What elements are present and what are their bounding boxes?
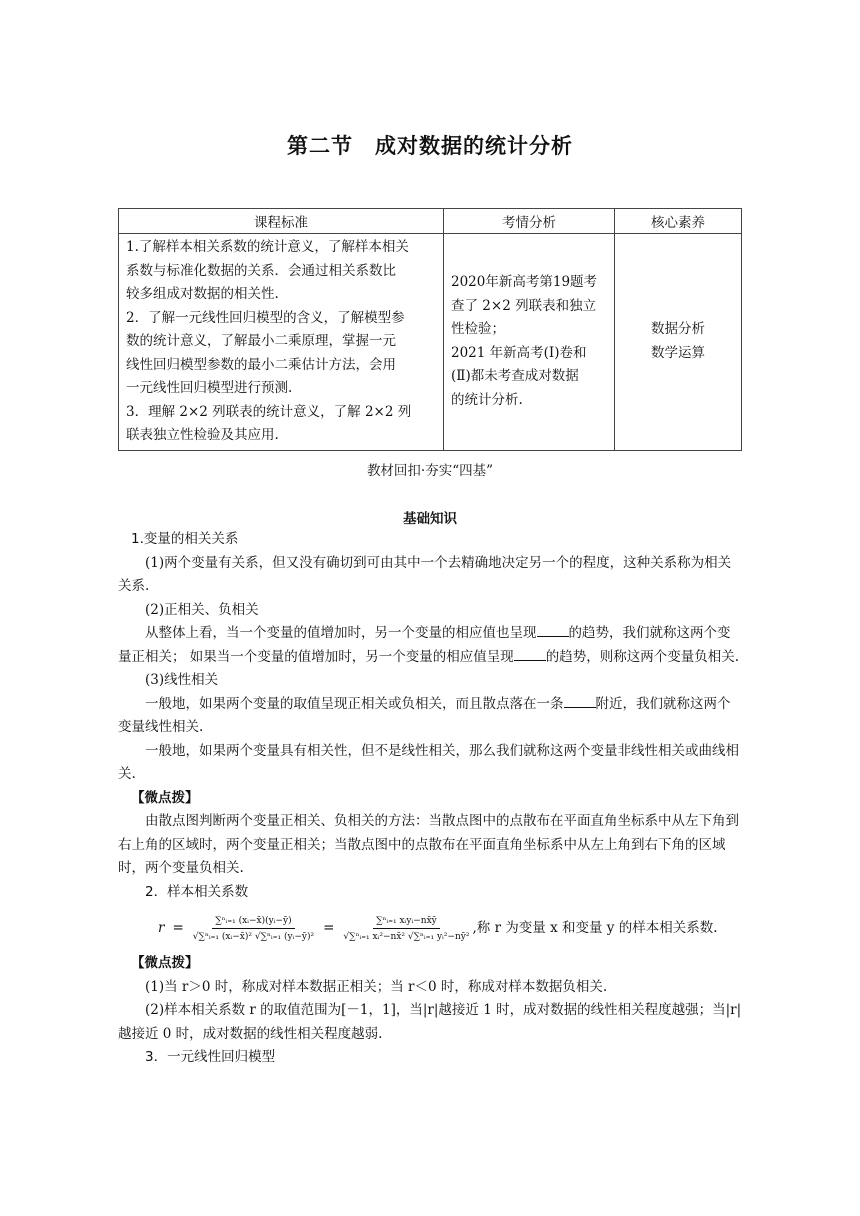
content-body — [118, 528, 742, 1070]
tip-text-2: (2)样本相关系数 r 的取值范围为[－1，1]，当|r|越接近 1 时，成对数据的线性相关程度越强；当|r|越接近 0 时，成对数据的线性相关程度越弱. — [118, 1002, 742, 1042]
analysis-line: 的统计分析. — [451, 391, 523, 408]
header-literacy: 核心素养 — [615, 209, 742, 234]
header-standard: 课程标准 — [119, 209, 444, 234]
tip-text: 由散点图判断两个变量正相关、负相关的方法：当散点图中的点散布在平面直角坐标系中从左下角到右上角的区域时，两个变量正相关；当散点图中的点散布在平面直角坐标系中从左上角到右下角的区域时，两个变量负相关. — [118, 813, 739, 876]
standard-line: 联表独立性检验及其应用. — [126, 427, 279, 443]
standard-line: 3．理解 2×2 列联表的统计意义，了解 2×2 列 — [126, 403, 412, 420]
s1-paragraph-1: (1)两个变量有关系，但又没有确切到可由其中一个去精确地决定另一个的程度，这种关系称为相关关系. — [118, 554, 732, 594]
page-title: 第二节 成对数据的统计分析 — [287, 134, 573, 158]
tip-label: 【微点拨】 — [131, 789, 199, 806]
s3-heading: 3．一元线性回归模型 — [145, 1049, 276, 1065]
analysis-line: 2021 年新高考(Ⅰ)卷和 — [451, 344, 587, 361]
analysis-cell — [444, 234, 615, 451]
section-heading: 基础知识 — [403, 511, 457, 527]
standard-line: 线性回归模型参数的最小二乘估计方法，会用 — [126, 356, 396, 373]
fraction-1-denominator: √∑ⁿᵢ₌₁ (xᵢ−x̄)² √∑ⁿᵢ₌₁ (yᵢ−ȳ)² — [192, 932, 315, 942]
analysis-line: 2020年新高考第19题考 — [451, 274, 598, 291]
s1-paragraph-3: 一般地，如果两个变量的取值呈现正相关或负相关，而且散点落在一条 附近，我们就称这两个变量线性相关. — [118, 695, 731, 735]
table-row — [119, 234, 742, 451]
section-subtitle: 教材回扣·夯实“四基” — [366, 463, 494, 479]
literacy-line: 数学运算 — [651, 344, 705, 361]
standard-line: 系数与标准化数据的关系．会通过相关系数比 — [126, 262, 396, 279]
s1-subheading-3: (3)线性相关 — [145, 672, 219, 688]
literacy-line: 数据分析 — [651, 321, 705, 338]
standard-line: 较多组成对数据的相关性. — [126, 286, 279, 302]
standard-line: 数的统计意义，了解最小二乘原理，掌握一元 — [126, 333, 396, 349]
fill-blank — [564, 694, 596, 708]
literacy-cell — [615, 234, 742, 451]
course-standards-table — [118, 208, 742, 451]
s1-subheading-2: (2)正相关、负相关 — [145, 601, 259, 618]
fraction-2-denominator: √∑ⁿᵢ₌₁ xᵢ²−nx̄² √∑ⁿᵢ₌₁ yᵢ²−nȳ² — [343, 932, 470, 942]
s1-paragraph-4: 一般地，如果两个变量具有相关性，但不是线性相关，那么我们就称这两个变量非线性相关或曲线相关. — [118, 742, 739, 782]
analysis-line: (Ⅱ)都未考查成对数据 — [451, 368, 579, 385]
formula-equals: = — [172, 920, 184, 937]
correlation-formula — [158, 908, 742, 950]
formula-fraction-1 — [190, 915, 317, 943]
standard-line: 1.了解样本相关系数的统计意义，了解样本相关 — [126, 239, 409, 255]
table-header-row — [119, 209, 742, 234]
analysis-line: 性检验； — [451, 321, 505, 338]
standard-line: 2．了解一元线性回归模型的含义，了解模型参 — [126, 309, 405, 326]
tip-label: 【微点拨】 — [131, 955, 199, 971]
formula-r: r — [158, 920, 165, 937]
standard-line: 一元线性回归模型进行预测. — [126, 380, 293, 396]
fraction-1-numerator: ∑ⁿᵢ₌₁ (xᵢ−x̄)(yᵢ−ȳ) — [212, 915, 294, 929]
formula-fraction-2 — [340, 915, 472, 943]
fill-blank — [514, 647, 546, 661]
s1-heading: 1.变量的相关关系 — [131, 531, 239, 547]
formula-equals: = — [323, 920, 335, 937]
s1-paragraph-2: 从整体上看，当一个变量的值增加时，另一个变量的相应值也呈现 的趋势，我们就称这两个变量正相关； 如果当一个变量的值增加时，另一个变量的相应值呈现 的趋势，则称这两个变量负相关. — [118, 625, 740, 665]
analysis-line: 查了 2×2 列联表和独立 — [451, 297, 597, 314]
fraction-2-numerator: ∑ⁿᵢ₌₁ xᵢyᵢ−nx̄ȳ — [373, 915, 440, 929]
header-analysis: 考情分析 — [444, 209, 615, 234]
tip-text-1: (1)当 r＞0 时，称成对样本数据正相关；当 r＜0 时，称成对样本数据负相关. — [145, 978, 608, 995]
standard-cell — [119, 234, 444, 451]
formula-tail: ,称 r 为变量 x 和变量 y 的样本相关系数. — [472, 920, 718, 937]
s2-heading: 2．样本相关系数 — [145, 883, 249, 900]
fill-blank — [537, 623, 569, 637]
